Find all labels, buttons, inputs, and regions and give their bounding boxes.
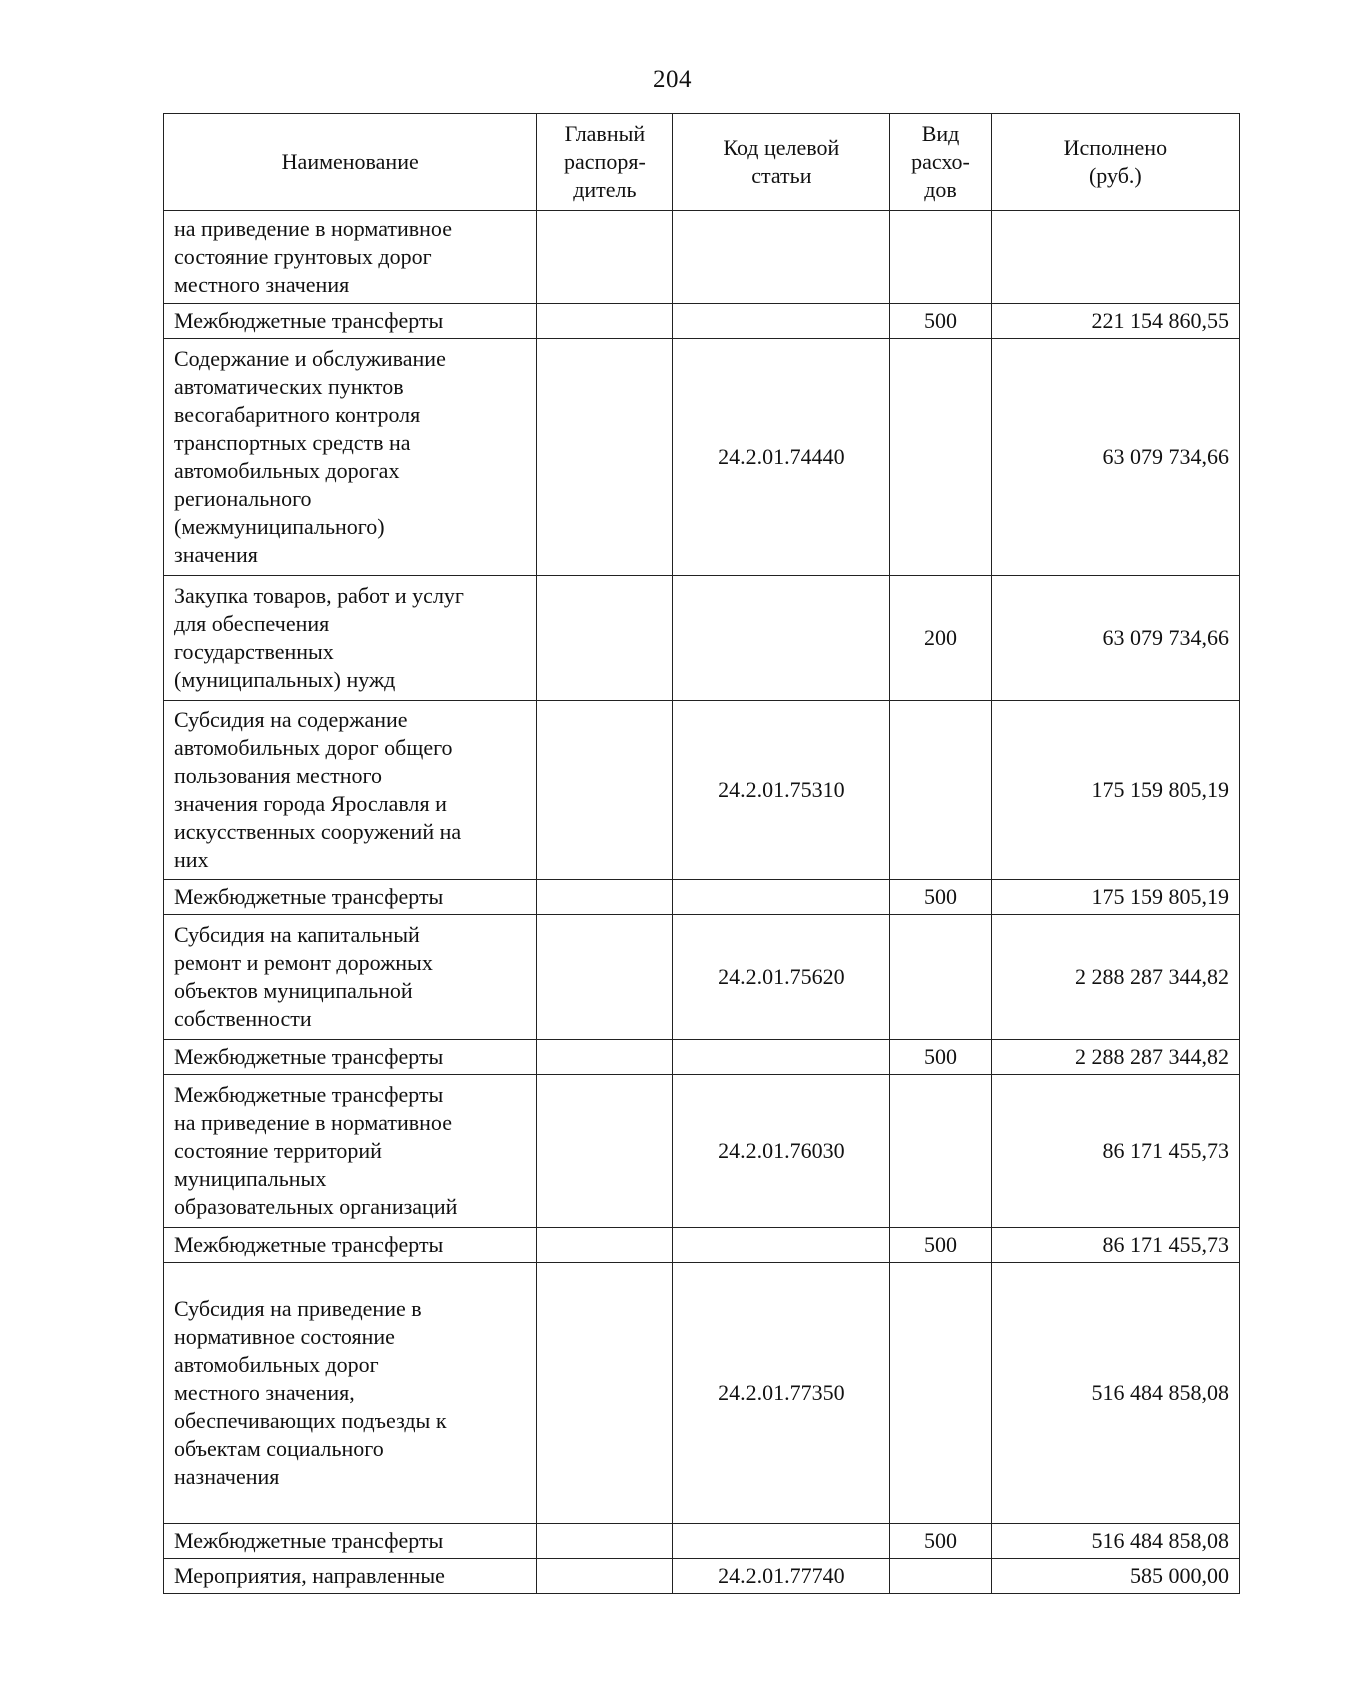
cell-admin <box>537 1524 673 1559</box>
cell-name: Межбюджетные трансферты <box>164 304 537 339</box>
cell-code <box>673 1228 890 1263</box>
table-row <box>164 339 1240 576</box>
cell-admin <box>537 1228 673 1263</box>
cell-admin <box>537 1263 673 1524</box>
table-row <box>164 1524 1240 1559</box>
table-row <box>164 1559 1240 1594</box>
cell-type: 500 <box>890 1524 991 1559</box>
cell-done <box>991 211 1239 304</box>
cell-type <box>890 915 991 1040</box>
cell-code: 24.2.01.75310 <box>673 701 890 880</box>
cell-admin <box>537 880 673 915</box>
cell-done: 2 288 287 344,82 <box>991 1040 1239 1075</box>
cell-code: 24.2.01.77350 <box>673 1263 890 1524</box>
cell-code <box>673 304 890 339</box>
budget-table <box>163 113 1240 1594</box>
cell-done: 221 154 860,55 <box>991 304 1239 339</box>
cell-name: Межбюджетные трансферты <box>164 880 537 915</box>
cell-type: 500 <box>890 1040 991 1075</box>
cell-admin <box>537 1559 673 1594</box>
cell-code <box>673 576 890 701</box>
cell-code <box>673 211 890 304</box>
cell-admin <box>537 1040 673 1075</box>
cell-name: Закупка товаров, работ и услуг для обеспечения государственных (муниципальных) нужд <box>164 576 537 701</box>
cell-code: 24.2.01.76030 <box>673 1075 890 1228</box>
header-code: Код целевой статьи <box>673 114 890 211</box>
cell-admin <box>537 915 673 1040</box>
cell-type: 500 <box>890 1228 991 1263</box>
cell-done: 63 079 734,66 <box>991 339 1239 576</box>
table-row <box>164 304 1240 339</box>
cell-done: 86 171 455,73 <box>991 1228 1239 1263</box>
cell-admin <box>537 576 673 701</box>
cell-done: 63 079 734,66 <box>991 576 1239 701</box>
cell-name: Субсидия на капитальный ремонт и ремонт дорожных объектов муниципальной собственности <box>164 915 537 1040</box>
cell-done: 585 000,00 <box>991 1559 1239 1594</box>
cell-type <box>890 1559 991 1594</box>
cell-admin <box>537 304 673 339</box>
table-row <box>164 1228 1240 1263</box>
cell-done: 175 159 805,19 <box>991 880 1239 915</box>
table-row <box>164 701 1240 880</box>
page-number: 204 <box>653 66 692 93</box>
cell-name: на приведение в нормативное состояние грунтовых дорог местного значения <box>164 211 537 304</box>
cell-code <box>673 1524 890 1559</box>
cell-type: 200 <box>890 576 991 701</box>
cell-code: 24.2.01.77740 <box>673 1559 890 1594</box>
cell-done: 86 171 455,73 <box>991 1075 1239 1228</box>
cell-name: Субсидия на содержание автомобильных дорог общего пользования местного значения города Ярославля и искусственных сооружений на них <box>164 701 537 880</box>
cell-name: Межбюджетные трансферты <box>164 1524 537 1559</box>
header-name: Наименование <box>164 114 537 211</box>
cell-done: 2 288 287 344,82 <box>991 915 1239 1040</box>
cell-name: Межбюджетные трансферты <box>164 1228 537 1263</box>
cell-type <box>890 701 991 880</box>
header-done: Исполнено (руб.) <box>991 114 1239 211</box>
table-row <box>164 211 1240 304</box>
table-row <box>164 915 1240 1040</box>
table-row <box>164 1263 1240 1524</box>
cell-admin <box>537 1075 673 1228</box>
cell-admin <box>537 701 673 880</box>
cell-admin <box>537 211 673 304</box>
cell-name: Межбюджетные трансферты <box>164 1040 537 1075</box>
cell-code <box>673 880 890 915</box>
cell-done: 175 159 805,19 <box>991 701 1239 880</box>
cell-done: 516 484 858,08 <box>991 1263 1239 1524</box>
table-row <box>164 576 1240 701</box>
cell-type: 500 <box>890 880 991 915</box>
cell-name: Субсидия на приведение в нормативное состояние автомобильных дорог местного значения, обеспечивающих подъезды к объектам социального назначения <box>164 1263 537 1524</box>
cell-code: 24.2.01.75620 <box>673 915 890 1040</box>
cell-type: 500 <box>890 304 991 339</box>
header-row <box>164 114 1240 211</box>
cell-code <box>673 1040 890 1075</box>
table-row <box>164 1040 1240 1075</box>
cell-name: Мероприятия, направленные <box>164 1559 537 1594</box>
header-admin: Главный распоря- дитель <box>537 114 673 211</box>
cell-type <box>890 339 991 576</box>
cell-name: Содержание и обслуживание автоматических пунктов весогабаритного контроля транспортных средств на автомобильных дорогах регионального (межмуниципального) значения <box>164 339 537 576</box>
cell-type <box>890 211 991 304</box>
cell-admin <box>537 339 673 576</box>
cell-done: 516 484 858,08 <box>991 1524 1239 1559</box>
header-type: Вид расхо- дов <box>890 114 991 211</box>
cell-name: Межбюджетные трансферты на приведение в нормативное состояние территорий муниципальных образовательных организаций <box>164 1075 537 1228</box>
cell-type <box>890 1263 991 1524</box>
table-row <box>164 1075 1240 1228</box>
cell-type <box>890 1075 991 1228</box>
cell-code: 24.2.01.74440 <box>673 339 890 576</box>
table-row <box>164 880 1240 915</box>
